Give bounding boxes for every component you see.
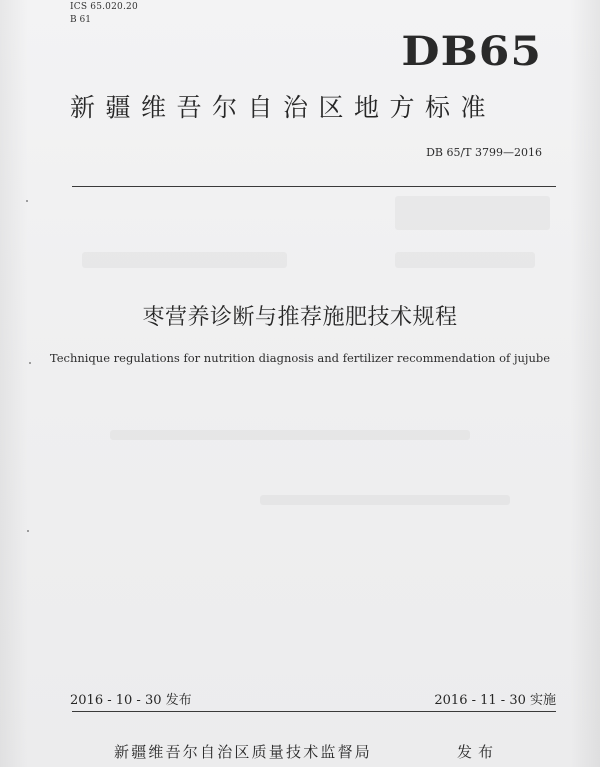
classification-code: B 61 [70,15,91,25]
issued-label: 发布 [457,743,500,761]
issuing-authority: 新疆维吾尔自治区质量技术监督局 [114,743,373,761]
top-divider [72,186,556,187]
show-through-mark [110,430,470,440]
document-title-zh: 枣营养诊断与推荐施肥技术规程 [142,305,458,330]
bottom-divider [72,711,556,712]
show-through-mark [395,196,550,230]
document-title-en: Technique regulations for nutrition diagnosis and fertilizer recommendation of jujube [49,351,551,365]
ics-code: ICS 65.020.20 [70,2,138,12]
standard-category-title: 新疆维吾尔自治区地方标准 [70,93,497,122]
scan-speck [27,530,29,532]
standard-number: DB 65/T 3799—2016 [426,146,542,159]
show-through-mark [260,495,510,505]
scan-speck [26,200,28,202]
standard-logo: DB65 [401,28,542,75]
implementation-date: 2016 - 11 - 30 实施 [434,693,556,708]
show-through-mark [82,252,287,268]
issue-date: 2016 - 10 - 30 发布 [70,693,192,708]
show-through-mark [395,252,535,268]
